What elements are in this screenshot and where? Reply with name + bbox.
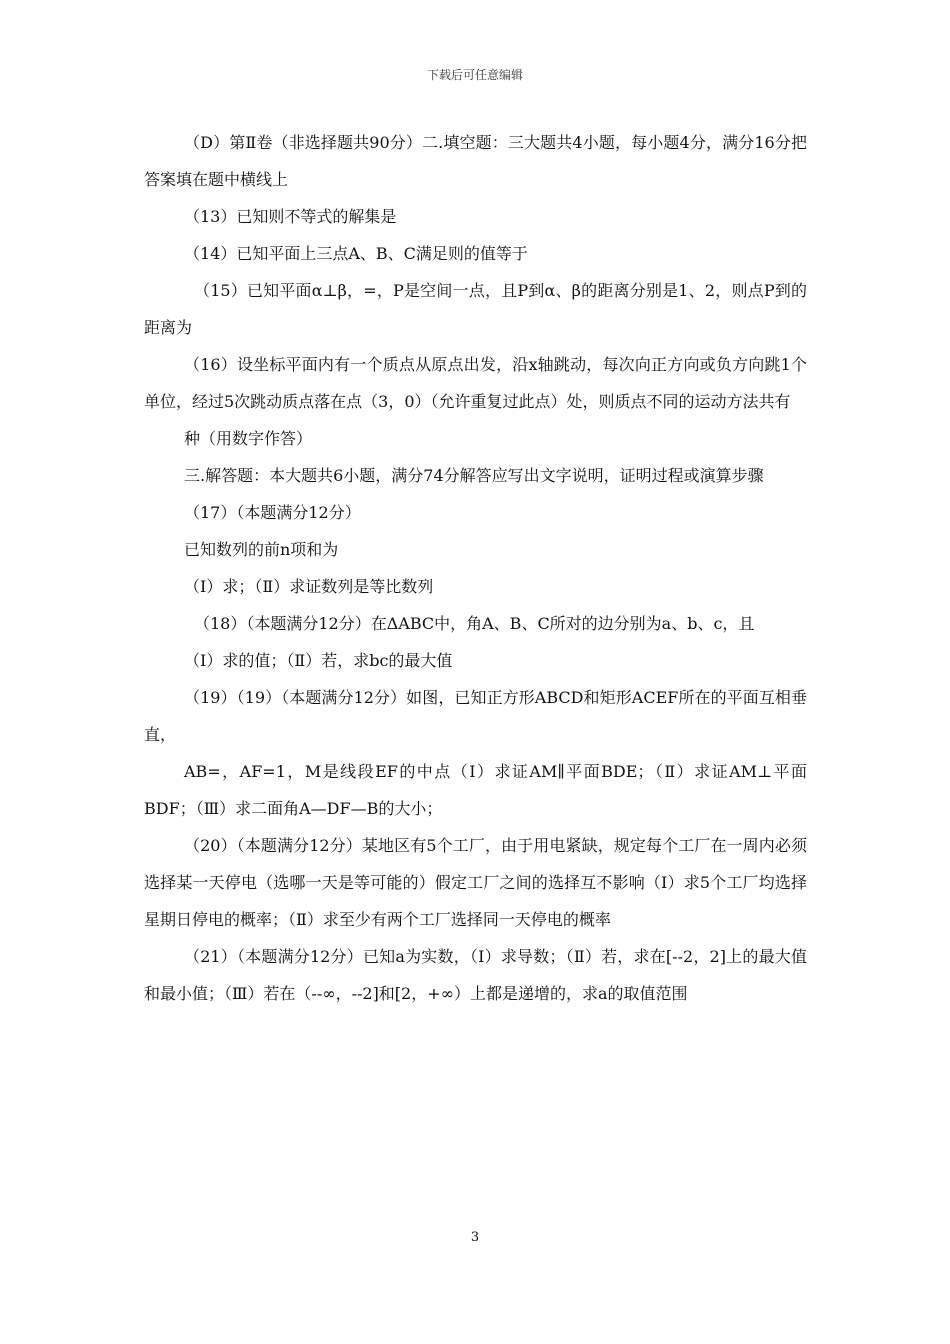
paragraph-solution-intro: 三.解答题：本大题共6小题，满分74分解答应写出文字说明，证明过程或演算步骤 — [184, 466, 764, 485]
question-16-tail: 种（用数字作答） — [184, 429, 313, 448]
page-header: 下载后可任意编辑 — [426, 68, 523, 82]
page-number: 3 — [470, 1230, 480, 1245]
question-16: （16）设坐标平面内有一个质点从原点出发，沿x轴跳动，每次向正方向或负方向跳1个单位，经过5次跳动质点落在点（3，0）（允许重复过此点）处，则质点不同的运动方法共有 — [144, 355, 807, 411]
question-19: （19）（19）（本题满分12分）如图，已知正方形ABCD和矩形ACEF所在的平面互相垂直， — [144, 688, 807, 744]
question-21: （21）（本题满分12分）已知a为实数，（Ⅰ）求导数；（Ⅱ）若，求在[--2，2]上的最大值和最小值；（Ⅲ）若在（--∞，--2]和[2，+∞）上都是递增的，求a的取值范围 — [144, 947, 807, 1003]
paragraph-fill-in-intro: （D）第Ⅱ卷（非选择题共90分）二.填空题：三大题共4小题，每小题4分，满分16分把答案填在题中横线上 — [144, 133, 807, 189]
question-17-parts: （Ⅰ）求；（Ⅱ）求证数列是等比数列 — [184, 577, 434, 596]
question-19-parts: AB=，AF=1，M是线段EF的中点（Ⅰ）求证AM∥平面BDE；（Ⅱ）求证AM⊥平面BDF；（Ⅲ）求二面角A—DF—B的大小； — [144, 762, 807, 818]
document-body — [144, 124, 807, 1012]
question-17-title: （17）（本题满分12分） — [184, 503, 361, 522]
question-20: （20）（本题满分12分）某地区有5个工厂，由于用电紧缺，规定每个工厂在一周内必须选择某一天停电（选哪一天是等可能的）假定工厂之间的选择互不影响（Ⅰ）求5个工厂均选择星期日停电的概率；（Ⅱ）求至少有两个工厂选择同一天停电的概率 — [144, 836, 807, 929]
question-15: （15）已知平面α⊥β，=，P是空间一点，且P到α、β的距离分别是1、2，则点P到的距离为 — [144, 281, 807, 337]
question-13: （13）已知则不等式的解集是 — [184, 207, 397, 226]
question-18-parts: （Ⅰ）求的值；（Ⅱ）若，求bc的最大值 — [184, 651, 453, 670]
question-18: （18）（本题满分12分）在ΔABC中，角A、B、C所对的边分别为a、b、c，且 — [194, 614, 755, 633]
question-14: （14）已知平面上三点A、B、C满足则的值等于 — [184, 244, 528, 263]
question-17-body: 已知数列的前n项和为 — [184, 540, 339, 559]
